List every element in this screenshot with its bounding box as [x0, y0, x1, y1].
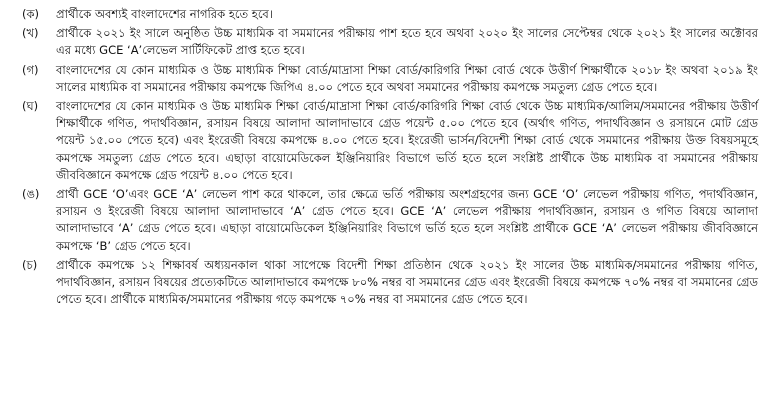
list-item — [22, 25, 758, 59]
item-marker: (ক) — [22, 7, 40, 21]
list-item — [22, 62, 758, 96]
item-text: প্রার্থীকে ২০২১ ইং সালে অনুষ্ঠিত উচ্চ মাধ্যমিক বা সমমানের পরীক্ষায় পাশ হতে হবে অথবা ২০২০ ইং সালের সেপ্টেম্বর থেকে ২০২১ ইং সালের অক্টোবর এর মধ্যে GCE ‘A’লেভেল সার্টিফিকেট প্রাপ্ত হতে হবে। — [56, 26, 758, 58]
list-item — [22, 98, 758, 184]
item-marker: (ঙ) — [22, 187, 40, 202]
list-item — [22, 257, 758, 309]
item-text: প্রার্থীকে কমপক্ষে ১২ শিক্ষাবর্ষ অধ্যয়নকাল থাকা সাপেক্ষে বিদেশী শিক্ষা প্রতিষ্ঠান থেকে ২০২১ ইং সালের উচ্চ মাধ্যমিক/সমমানের পরীক্ষায় গণিত, পদার্থবিজ্ঞান, রসায়ন বিষয়ের প্রত্যেকটিতে আলাদাভাবে কমপক্ষে ৮০% নম্বর বা সমমানের গ্রেড এবং ইংরেজী বিষয়ে কমপক্ষে ৭০% নম্বর বা সমমানের গ্রেড পেতে হবে। প্রার্থীকে মাধ্যমিক/সমমানের পরীক্ষায় গড়ে কমপক্ষে ৭০% নম্বর বা সমমানের গ্রেড পেতে হবে। — [56, 257, 758, 307]
list-item — [22, 186, 758, 255]
item-marker: (চ) — [22, 257, 38, 272]
list-item — [22, 6, 758, 23]
item-text: প্রার্থীকে অবশ্যই বাংলাদেশের নাগরিক হতে হবে। — [56, 7, 273, 21]
item-marker: (গ) — [22, 62, 39, 77]
item-text: বাংলাদেশের যে কোন মাধ্যমিক ও উচ্চ মাধ্যমিক শিক্ষা বোর্ড/মাদ্রাসা শিক্ষা বোর্ড/কারিগরি শিক্ষা বোর্ড থেকে উচ্চ মাধ্যমিক/আলিম/সমমানের পরীক্ষায় উত্তীর্ণ শিক্ষার্থীকে গণিত, পদার্থবিজ্ঞান, রসায়ন বিষয়ে আলাদা আলাদাভাবে গ্রেড পয়েন্ট ৫.০০ পেতে হবে (অর্থাৎ গণিত, পদার্থবিজ্ঞান ও রসায়নে মোট গ্রেড পয়েন্ট ১৫.০০ পেতে হবে) এবং ইংরেজী বিষয়ে কমপক্ষে ৪.০০ পেতে হবে। ইংরেজী ভার্সন/বিদেশী শিক্ষা বোর্ড থেকে সমমানের পরীক্ষায় উক্ত বিষয়সমূহে কমপক্ষে সমতুল্য গ্রেড পেতে হবে। এছাড়া বায়োমেডিকেল ইঞ্জিনিয়ারিং বিভাগে ভর্তি হতে হলে সংশ্লিষ্ট প্রার্থীকে উচ্চ মাধ্যমিক বা সমমানের পরীক্ষায় জীববিজ্ঞানে কমপক্ষে গ্রেড পয়েন্ট ৪.০০ পেতে হবে। — [56, 99, 758, 182]
item-marker: (খ) — [22, 26, 39, 41]
item-text: প্রার্থী GCE ‘O’এবং GCE ‘A’ লেভেল পাশ করে থাকলে, তার ক্ষেত্রে ভর্তি পরীক্ষায় অংশগ্রহণের জন্য GCE ‘O’ লেভেল পরীক্ষায় গণিত, পদার্থবিজ্ঞান, রসায়ন ও ইংরেজী বিষয়ে আলাদা আলাদাভাবে ‘A’ গ্রেড পেতে হবে। GCE ‘A’ লেভেল পরীক্ষায় পদার্থবিজ্ঞান, রসায়ন ও গণিত বিষয়ে আলাদা আলাদাভাবে ‘A’ গ্রেড পেতে হবে। এছাড়া বায়োমেডিকেল ইঞ্জিনিয়ারিং বিভাগে ভর্তি হতে হলে সংশ্লিষ্ট প্রার্থীকে GCE ‘A’ লেভেল পরীক্ষায় জীববিজ্ঞানে কমপক্ষে ‘B’ গ্রেড পেতে হবে। — [56, 187, 758, 253]
item-text: বাংলাদেশের যে কোন মাধ্যমিক ও উচ্চ মাধ্যমিক শিক্ষা বোর্ড/মাদ্রাসা শিক্ষা বোর্ড/কারিগরি শিক্ষা বোর্ড থেকে উত্তীর্ণ শিক্ষার্থীকে ২০১৮ ইং অথবা ২০১৯ ইং সালের মাধ্যমিক বা সমমানের পরীক্ষায় কমপক্ষে জিপিএ ৪.০০ পেতে হবে অথবা সমমানের পরীক্ষায় কমপক্ষে সমতুল্য গ্রেড পেতে হবে। — [56, 62, 758, 94]
item-marker: (ঘ) — [22, 99, 39, 114]
